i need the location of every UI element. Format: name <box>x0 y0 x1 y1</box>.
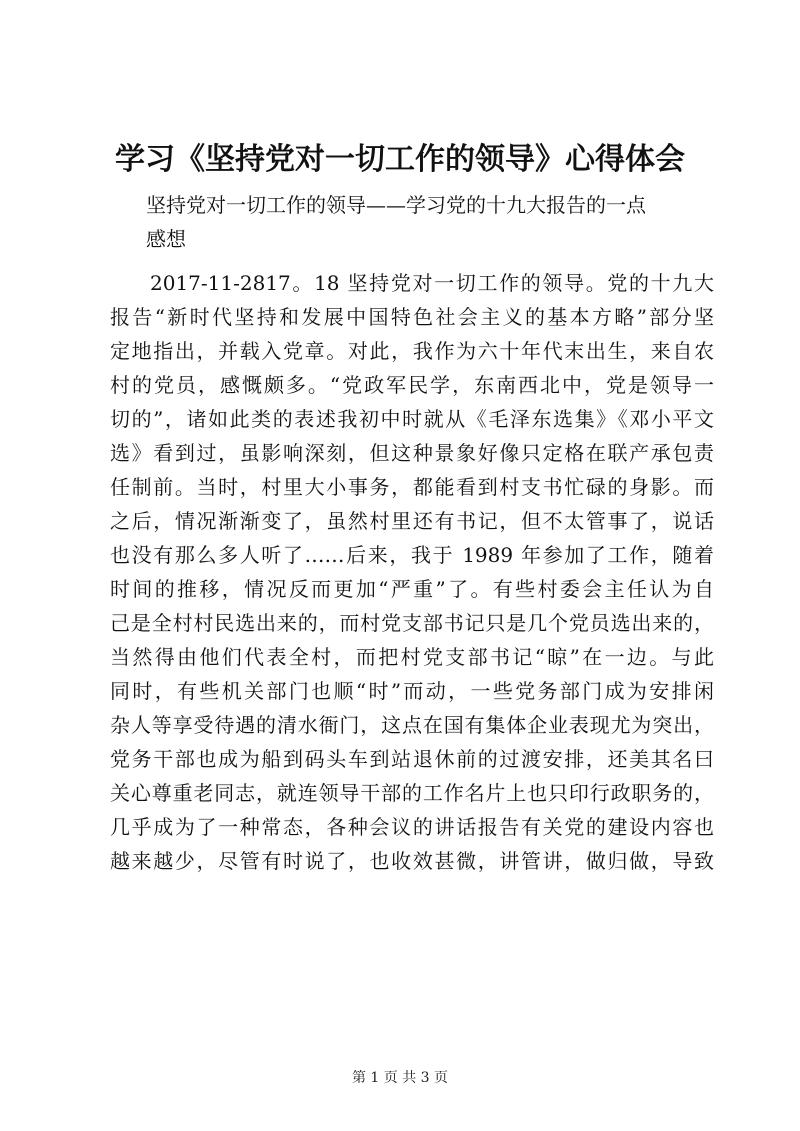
body-line: 2017-11-2817。18 坚持党对一切工作的领导。党的十九大 <box>150 271 714 295</box>
body-line: 任制前。当时，村里大小事务，都能看到村支书忙碌的身影。而 <box>110 475 714 499</box>
body-line: 村的党员，感慨颇多。“党政军民学，东南西北中，党是领导一 <box>110 373 714 397</box>
subtitle-line: 坚持党对一切工作的领导——学习党的十九大报告的一点 <box>146 193 646 217</box>
body-line: 当然得由他们代表全村，而把村党支部书记“晾”在一边。与此 <box>110 645 714 669</box>
body-line: 越来越少，尽管有时说了，也收效甚微，讲管讲，做归做，导致 <box>110 849 714 873</box>
document-subtitle <box>146 188 706 256</box>
body-line: 关心尊重老同志，就连领导干部的工作名片上也只印行政职务的， <box>110 781 714 805</box>
subtitle-line: 感想 <box>146 227 186 251</box>
body-line: 党务干部也成为船到码头车到站退休前的过渡安排，还美其名曰 <box>110 747 714 771</box>
body-line: 时间的推移，情况反而更加“严重”了。有些村委会主任认为自 <box>110 577 714 601</box>
body-line: 也没有那么多人听了……后来，我于 1989 年参加了工作，随着 <box>110 543 714 567</box>
page-footer: 第 1 页 共 3 页 <box>351 1070 449 1086</box>
body-line: 之后，情况渐渐变了，虽然村里还有书记，但不太管事了，说话 <box>110 509 714 533</box>
body-line: 杂人等享受待遇的清水衙门，这点在国有集体企业表现尤为突出， <box>110 713 714 737</box>
document-title: 学习《坚持党对一切工作的领导》心得体会 <box>115 142 685 177</box>
body-line: 切的”，诸如此类的表述我初中时就从《毛泽东选集》《邓小平文 <box>110 407 714 431</box>
body-line: 定地指出，并载入党章。对此，我作为六十年代末出生，来自农 <box>110 339 714 363</box>
body-line: 报告“新时代坚持和发展中国特色社会主义的基本方略”部分坚 <box>110 305 714 329</box>
body-line: 选》看到过，虽影响深刻，但这种景象好像只定格在联产承包责 <box>110 441 714 465</box>
body-line: 同时，有些机关部门也顺“时”而动，一些党务部门成为安排闲 <box>110 679 714 703</box>
document-body <box>110 266 714 878</box>
body-line: 己是全村村民选出来的，而村党支部书记只是几个党员选出来的， <box>110 611 714 635</box>
body-line: 几乎成为了一种常态，各种会议的讲话报告有关党的建设内容也 <box>110 815 714 839</box>
